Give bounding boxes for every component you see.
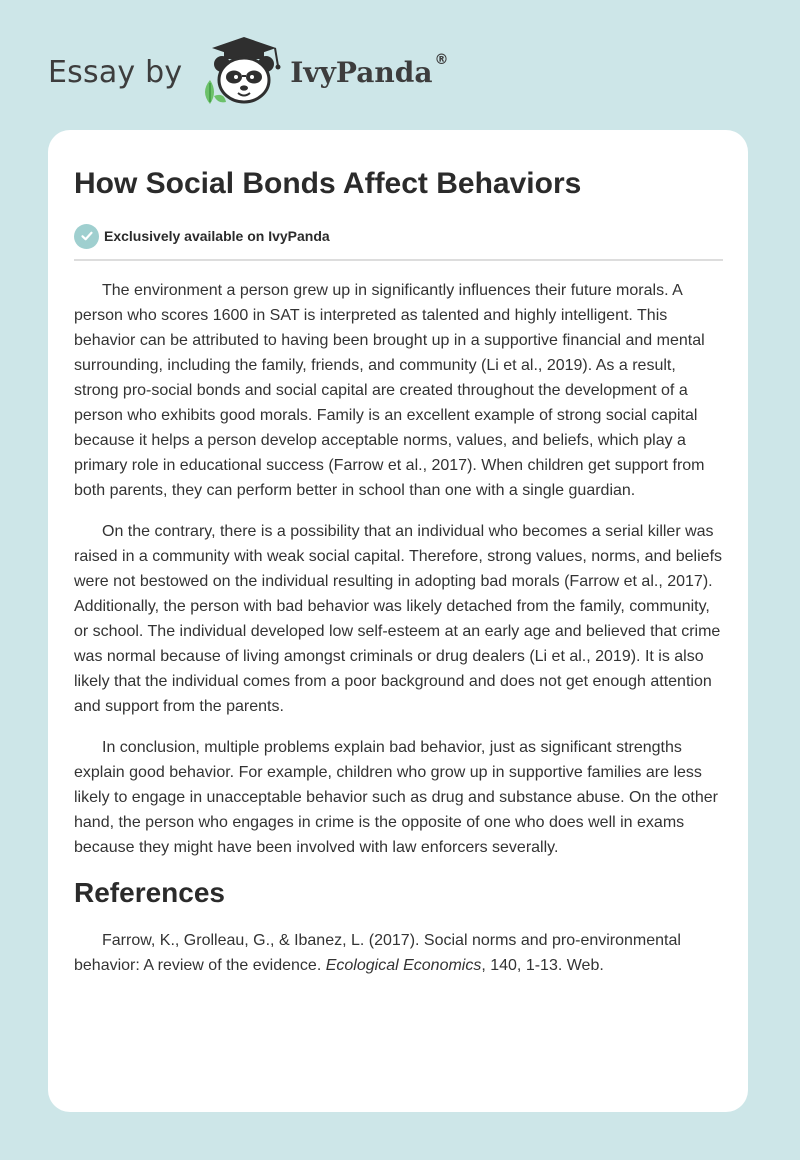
- references-heading: References: [74, 877, 225, 908]
- check-circle-icon: [74, 224, 99, 249]
- reference-entry: [74, 928, 722, 978]
- panda-graduate-logo-icon: [198, 36, 290, 108]
- reference-details: , 140, 1-13. Web.: [481, 957, 604, 974]
- reference-text: Farrow, K., Grolleau, G., & Ibanez, L. (2017). Social norms and pro-environmental behavior: A review of the evidence.: [74, 932, 681, 974]
- badge-text: Exclusively available on IvyPanda: [104, 228, 330, 244]
- brand-name: IvyPanda: [290, 55, 433, 89]
- page-title: How Social Bonds Affect Behaviors: [74, 167, 582, 200]
- brand-prefix: Essay by: [48, 54, 183, 90]
- divider: [74, 259, 723, 261]
- registered-mark: ®: [434, 52, 449, 68]
- paragraph: In conclusion, multiple problems explain bad behavior, just as significant strengths explain good behavior. For example, children who grow up in supportive families are less likely to engage in unacceptable behavior such as drug and substance abuse. On the other hand, the person who engages in crime is the opposite of one who does well in exams because they might have been involved with law enforcers severally.: [74, 739, 718, 856]
- paragraph: The environment a person grew up in significantly influences their future morals. A person who scores 1600 in SAT is interpreted as talented and highly intelligent. This behavior can be attributed to having been brought up in a supportive financial and mental surrounding, including the family, friends, and community (Li et al., 2019). As a result, strong pro-social bonds and social capital are created throughout the development of a person who exhibits good morals. Family is an excellent example of strong social capital because it helps a person develop acceptable norms, values, and beliefs, which play a primary role in educational success (Farrow et al., 2017). When children get support from both parents, they can perform better in school than one with a single guardian.: [74, 282, 705, 499]
- site-brand[interactable]: [48, 36, 448, 108]
- exclusive-badge: [74, 223, 722, 249]
- article-body: [74, 278, 722, 860]
- reference-journal: Ecological Economics: [325, 957, 482, 974]
- article-card: [48, 130, 748, 1112]
- paragraph: On the contrary, there is a possibility that an individual who becomes a serial killer was raised in a community with weak social capital. Therefore, strong values, norms, and beliefs were not bestowed on the individual resulting in adopting bad morals (Farrow et al., 2017). Additionally, the person with bad behavior was likely detached from the family, community, or school. The individual developed low self-esteem at an early age and believed that crime was normal because of living amongst criminals or drug dealers (Li et al., 2019). It is also likely that the individual comes from a poor background and does not get enough attention and support from the parents.: [74, 523, 723, 715]
